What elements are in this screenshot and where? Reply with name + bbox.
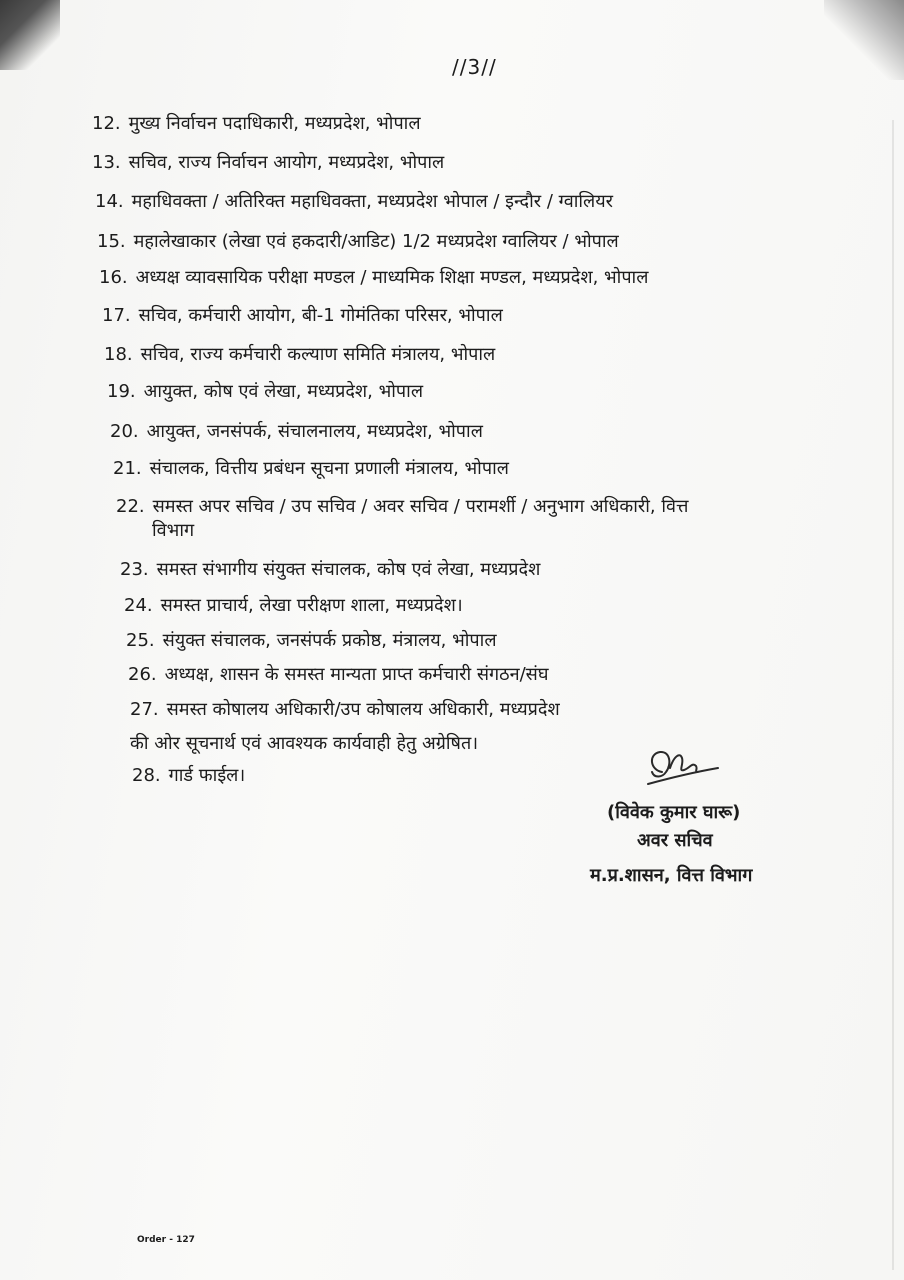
item-number: 18.	[104, 344, 133, 365]
list-item	[120, 558, 540, 582]
item-number: 16.	[99, 267, 128, 288]
list-item	[110, 420, 483, 444]
item-text: आयुक्त, कोष एवं लेखा, मध्यप्रदेश, भोपाल	[143, 381, 424, 402]
item-text: सचिव, कर्मचारी आयोग, बी-1 गोमंतिका परिसर, भोपाल	[138, 305, 503, 326]
list-item	[95, 190, 613, 214]
order-footer: Order - 127	[137, 1235, 195, 1245]
item-number: 22.	[116, 496, 145, 517]
item-text: समस्त प्राचार्य, लेखा परीक्षण शाला, मध्यप्रदेश।	[160, 595, 463, 616]
item-number: 15.	[97, 231, 126, 252]
list-item	[107, 380, 423, 404]
signature-mark	[640, 742, 720, 792]
item-text: आयुक्त, जनसंपर्क, संचालनालय, मध्यप्रदेश, भोपाल	[146, 421, 483, 442]
item-text: अध्यक्ष व्यावसायिक परीक्षा मण्डल / माध्यमिक शिक्षा मण्डल, मध्यप्रदेश, भोपाल	[135, 267, 649, 288]
list-item	[126, 629, 497, 653]
list-item	[116, 495, 688, 543]
item-text: सचिव, राज्य कर्मचारी कल्याण समिति मंत्रालय, भोपाल	[140, 344, 496, 365]
item-number: 28.	[132, 765, 161, 786]
list-item	[92, 151, 444, 175]
list-item	[102, 304, 503, 328]
page-fold-corner	[824, 0, 904, 80]
item-number: 17.	[102, 305, 131, 326]
list-item	[99, 266, 648, 290]
item-text: समस्त संभागीय संयुक्त संचालक, कोष एवं लेखा, मध्यप्रदेश	[156, 559, 541, 580]
item-text-continued: विभाग	[152, 520, 195, 541]
list-item	[97, 230, 619, 254]
item-text: समस्त अपर सचिव / उप सचिव / अवर सचिव / परामर्शी / अनुभाग अधिकारी, वित्त	[152, 496, 689, 517]
item-text: संयुक्त संचालक, जनसंपर्क प्रकोष्ठ, मंत्रालय, भोपाल	[162, 630, 497, 651]
item-text: मुख्य निर्वाचन पदाधिकारी, मध्यप्रदेश, भोपाल	[128, 113, 421, 134]
item-number: 26.	[128, 664, 157, 685]
item-text: महाधिवक्ता / अतिरिक्त महाधिवक्ता, मध्यप्रदेश भोपाल / इन्दौर / ग्वालियर	[131, 191, 614, 212]
item-number: 14.	[95, 191, 124, 212]
item-text: अध्यक्ष, शासन के समस्त मान्यता प्राप्त कर्मचारी संगठन/संघ	[164, 664, 549, 685]
item-number: 21.	[113, 458, 142, 479]
item-text: संचालक, वित्तीय प्रबंधन सूचना प्रणाली मंत्रालय, भोपाल	[149, 458, 509, 479]
item-number: 12.	[92, 113, 121, 134]
list-item	[104, 343, 495, 367]
list-item	[113, 457, 509, 481]
list-item	[130, 698, 560, 722]
item-text: समस्त कोषालय अधिकारी/उप कोषालय अधिकारी, मध्यप्रदेश	[166, 699, 560, 720]
signatory-office: म.प्र.शासन, वित्त विभाग	[590, 865, 753, 886]
item-number: 23.	[120, 559, 149, 580]
page-number: //3//	[452, 55, 497, 79]
item-number: 24.	[124, 595, 153, 616]
item-number: 25.	[126, 630, 155, 651]
scan-shadow-corner	[0, 0, 60, 70]
item-text: महालेखाकार (लेखा एवं हकदारी/आडिट) 1/2 मध्यप्रदेश ग्वालियर / भोपाल	[133, 231, 619, 252]
item-text: सचिव, राज्य निर्वाचन आयोग, मध्यप्रदेश, भोपाल	[128, 152, 445, 173]
list-item	[132, 764, 245, 788]
signatory-designation: अवर सचिव	[637, 830, 713, 851]
signatory-name: (विवेक कुमार घारू)	[607, 802, 741, 823]
list-item	[92, 112, 421, 136]
item-text: गार्ड फाईल।	[168, 765, 246, 786]
page-edge-line	[892, 120, 894, 1270]
forwarding-note: की ओर सूचनार्थ एवं आवश्यक कार्यवाही हेतु अग्रेषित।	[130, 733, 479, 754]
item-number: 27.	[130, 699, 159, 720]
item-number: 20.	[110, 421, 139, 442]
list-item	[124, 594, 463, 618]
item-number: 19.	[107, 381, 136, 402]
list-item	[128, 663, 549, 687]
item-number: 13.	[92, 152, 121, 173]
